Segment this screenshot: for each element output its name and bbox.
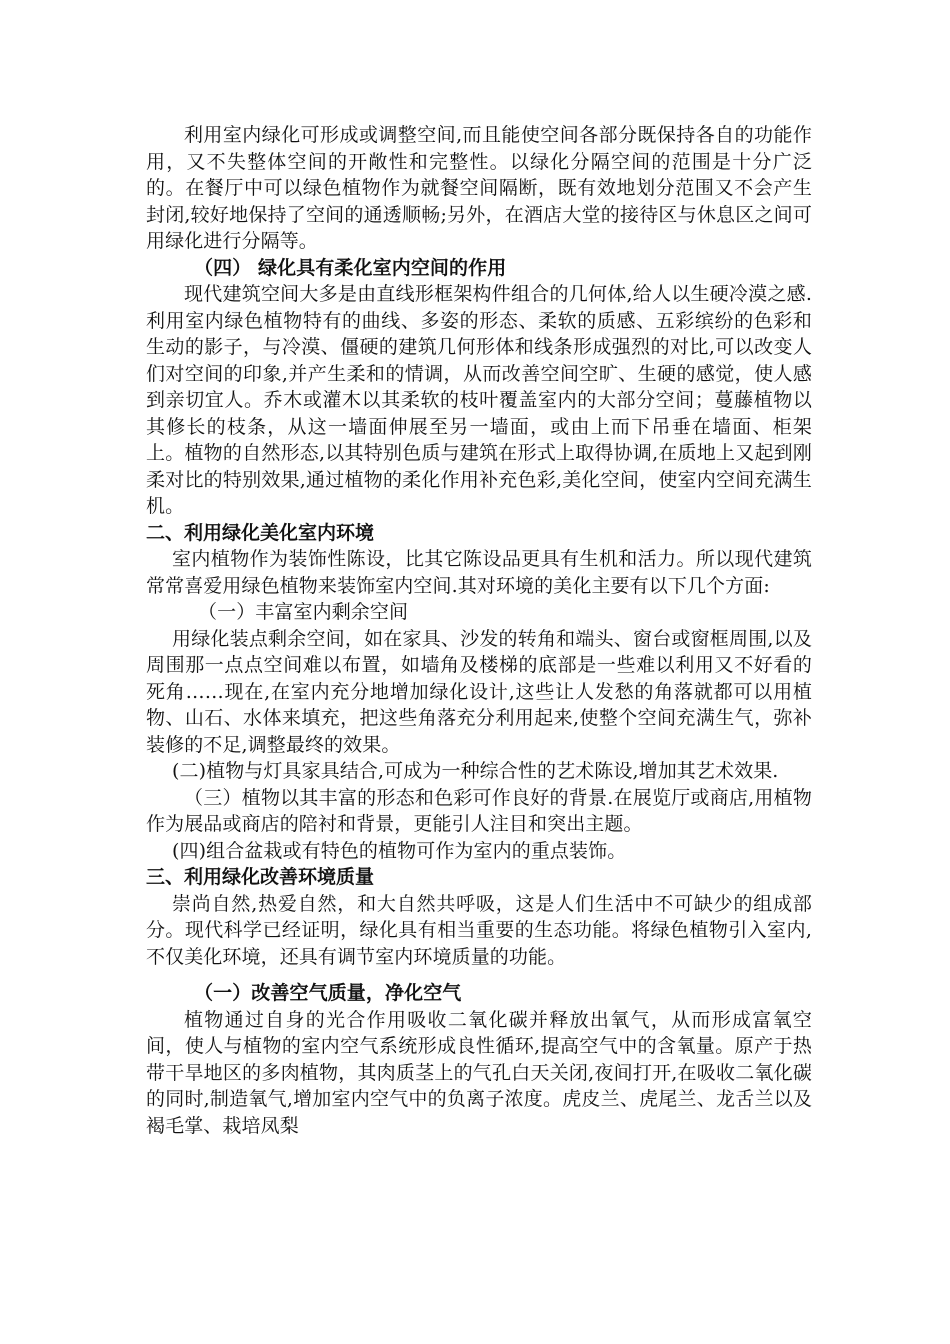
- subheading-air-quality: （一）改善空气质量，净化空气: [194, 982, 462, 1004]
- paragraph-remaining-space: 用绿化装点剩余空间，如在家具、沙发的转角和端头、窗台或窗框周围,以及周围那一点点空间难以布置，如墙角及楼梯的底部是一些难以利用又不好看的死角……现在,在室内充分地增加绿化设计,这些让人发愁的角落就都可以用植物、山石、水体来填充，把这些角落充分利用起来,使整个空间充满生气，弥补装修的不足,调整最终的效果。: [146, 627, 812, 756]
- chapter-heading-3: 三、利用绿化改善环境质量: [146, 866, 375, 888]
- document-page: [146, 122, 812, 1139]
- section-heading-4: （四） 绿化具有柔化室内空间的作用: [194, 256, 507, 279]
- paragraph-soften-space: 现代建筑空间大多是由直线形框架构件组合的几何体,给人以生硬冷漠之感.利用室内绿色植物特有的曲线、多姿的形态、柔软的质感、五彩缤纷的色彩和生动的影子，与冷漠、僵硬的建筑几何形体和线条形成强烈的对比,可以改变人们对空间的印象,并产生柔和的情调，从而改善空间空旷、生硬的感觉，使人感到亲切宜人。乔木或灌木以其柔软的枝叶覆盖室内的大部分空间；蔓藤植物以其修长的枝条，从这一墙面伸展至另一墙面，或由上而下吊垂在墙面、柜架上。植物的自然形态,以其特别色质与建筑在形式上取得协调,在质地上又起到刚柔对比的特别效果,通过植物的柔化作用补充色彩,美化空间，使室内空间充满生机。: [146, 283, 812, 517]
- chapter-heading-2: 二、利用绿化美化室内环境: [146, 521, 375, 544]
- paragraph-photosynthesis: 植物通过自身的光合作用吸收二氧化碳并释放出氧气，从而形成富氧空间，使人与植物的室内空气系统形成良性循环,提高空气中的含氧量。原产于热带干旱地区的多肉植物，其肉质茎上的气孔白天关闭,夜间打开,在吸收二氧化碳的同时,制造氧气,增加室内空气中的负离子浓度。虎皮兰、虎尾兰、龙舌兰以及褐毛掌、栽培凤梨: [146, 1008, 812, 1137]
- paragraph-beautify-intro: 室内植物作为装饰性陈设，比其它陈设品更具有生机和活力。所以现代建筑常常喜爱用绿色植物来装饰室内空间.其对环境的美化主要有以下几个方面:: [146, 548, 812, 597]
- paragraph-focal-decoration: (四)组合盆栽或有特色的植物可作为室内的重点装饰。: [172, 839, 627, 862]
- paragraph-nature: 崇尚自然,热爱自然，和大自然共呼吸，这是人们生活中不可缺少的组成部分。现代科学已经证明，绿化具有相当重要的生态功能。将绿色植物引入室内,不仅美化环境，还具有调节室内环境质量的功能。: [146, 892, 812, 968]
- paragraph-lamps-furniture: (二)植物与灯具家具结合,可成为一种综合性的艺术陈设,增加其艺术效果.: [172, 760, 779, 782]
- paragraph-background: （三）植物以其丰富的形态和色彩可作良好的背景.在展览厅或商店,用植物作为展品或商店的陪衬和背景，更能引人注目和突出主题。: [146, 786, 812, 835]
- subheading-1: （一）丰富室内剩余空间: [198, 601, 409, 623]
- paragraph-space-division: 利用室内绿化可形成或调整空间,而且能使空间各部分既保持各自的功能作用，又不失整体空间的开敞性和完整性。以绿化分隔空间的范围是十分广泛的。在餐厅中可以绿色植物作为就餐空间隔断，既有效地划分范围又不会产生封闭,较好地保持了空间的通透顺畅;另外，在酒店大堂的接待区与休息区之间可用绿化进行分隔等。: [146, 124, 812, 252]
